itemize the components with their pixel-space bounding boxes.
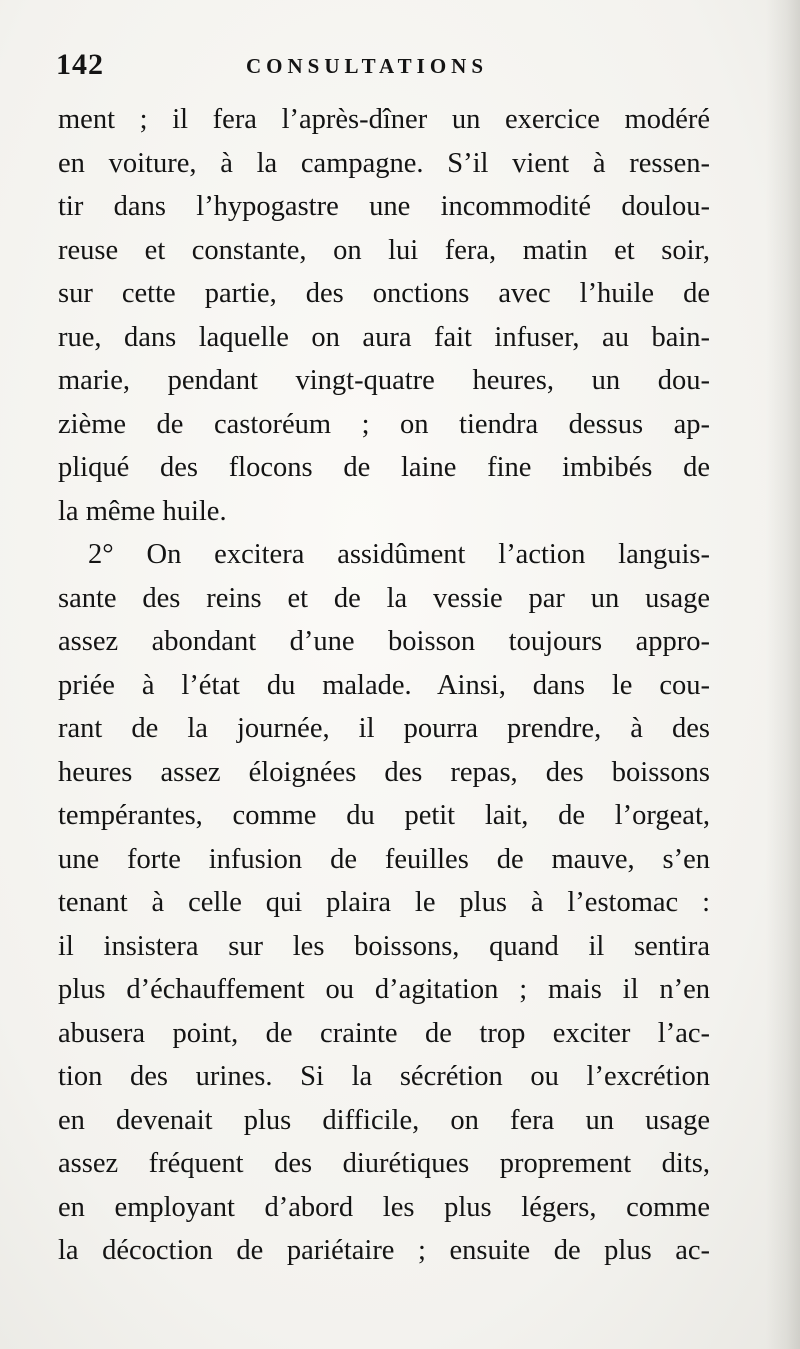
text-line: la décoction de pariétaire ; ensuite de plus ac-	[58, 1235, 710, 1266]
text-line: sur cette partie, des onctions avec l’huile de	[58, 278, 710, 309]
text-line: en voiture, à la campagne. S’il vient à ressen-	[58, 147, 710, 179]
text-line: il insistera sur les boissons, quand il sentira	[58, 930, 710, 962]
text-line: zième de castoréum ; on tiendra dessus ap-	[58, 408, 710, 440]
text-line: heures assez éloignées des repas, des boissons	[58, 756, 710, 788]
text-line: tion des urines. Si la sécrétion ou l’excrétion	[58, 1061, 710, 1092]
text-line: abusera point, de crainte de trop exciter l’ac-	[58, 1017, 710, 1049]
text-line-paragraph-end: la même huile.	[58, 495, 227, 527]
running-head: CONSULTATIONS	[246, 54, 489, 78]
text-line: rue, dans laquelle on aura fait infuser, au bain-	[58, 321, 710, 353]
text-line: sante des reins et de la vessie par un usage	[58, 582, 710, 614]
page-edge-shadow	[766, 0, 800, 1349]
text-line: tir dans l’hypogastre une incommodité doulou-	[58, 191, 710, 222]
text-line: en employant d’abord les plus légers, comme	[58, 1191, 710, 1223]
text-line: plus d’échauffement ou d’agitation ; mais il n’en	[58, 974, 710, 1005]
text-line: priée à l’état du malade. Ainsi, dans le cou-	[58, 669, 710, 701]
text-line: en devenait plus difficile, on fera un usage	[58, 1104, 710, 1136]
page-number: 142	[56, 48, 104, 81]
text-line: assez fréquent des diurétiques proprement dits,	[58, 1148, 710, 1179]
text-line: pliqué des flocons de laine fine imbibés de	[58, 452, 710, 483]
text-line: ment ; il fera l’après-dîner un exercice modéré	[58, 104, 710, 135]
text-line: tempérantes, comme du petit lait, de l’orgeat,	[58, 800, 710, 831]
text-line: reuse et constante, on lui fera, matin et soir,	[58, 234, 710, 266]
text-line: rant de la journée, il pourra prendre, à des	[58, 713, 710, 744]
text-line: une forte infusion de feuilles de mauve, s’en	[58, 843, 710, 875]
body-text	[58, 98, 710, 1273]
page-header	[56, 48, 716, 92]
text-line: assez abondant d’une boisson toujours appro-	[58, 626, 710, 657]
text-line-paragraph-start: 2° On excitera assidûment l’action languis-	[88, 539, 710, 570]
text-line: marie, pendant vingt-quatre heures, un dou-	[58, 365, 710, 396]
text-line: tenant à celle qui plaira le plus à l’estomac :	[58, 887, 710, 918]
